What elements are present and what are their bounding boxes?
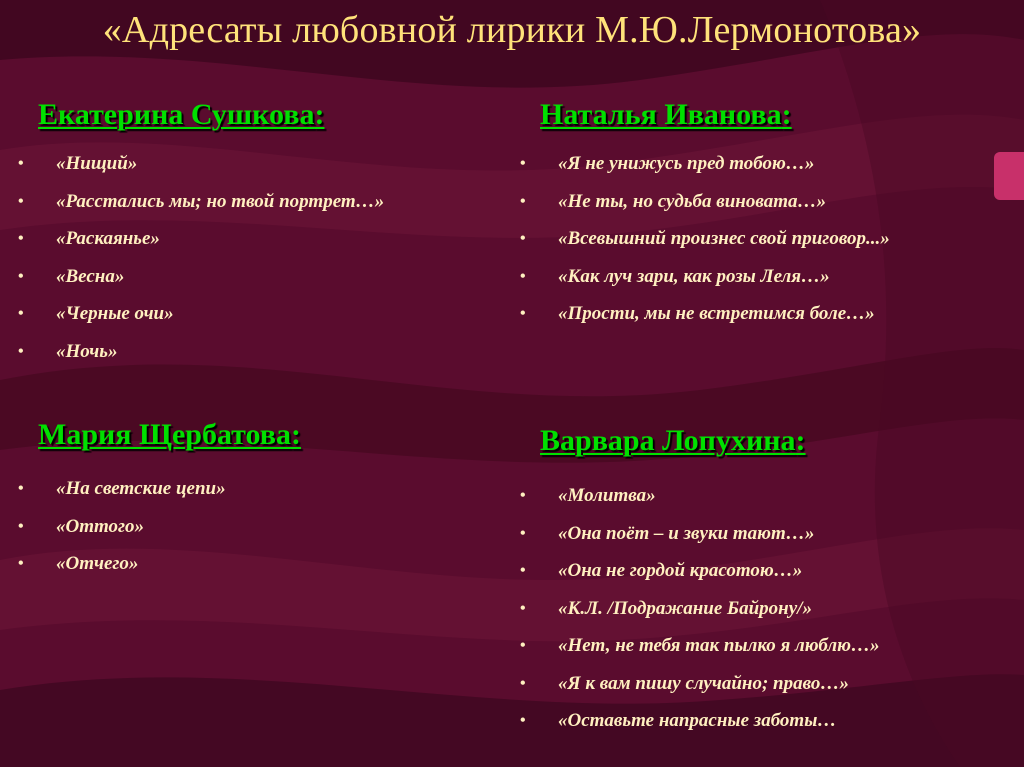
bullet-icon: • <box>520 487 526 504</box>
list-item: • «Я к вам пишу случайно; право…» <box>520 672 849 694</box>
list-item: • «Отчего» <box>18 553 139 574</box>
bullet-icon: • <box>18 230 24 247</box>
list-item: • «Оставьте напрасные заботы… <box>520 710 837 731</box>
bullet-icon: • <box>18 267 24 285</box>
bullet-icon: • <box>520 155 526 172</box>
bullet-icon: • <box>520 267 526 285</box>
list-item: • «Весна» <box>18 265 125 287</box>
list-item: • «Не ты, но судьба виновата…» <box>520 190 826 212</box>
list-item: • «К.Л. /Подражание Байрону/» <box>520 597 812 619</box>
bullet-icon: • <box>18 517 24 535</box>
bullet-icon: • <box>520 674 526 692</box>
list-item: • «Оттого» <box>18 515 145 537</box>
list-item: • «Прости, мы не встретимся боле…» <box>520 303 875 324</box>
list-item: • «Я не унижусь пред тобою…» <box>520 153 815 174</box>
bullet-icon: • <box>520 599 526 617</box>
poem-list-lopukhina <box>520 485 880 748</box>
bullet-icon: • <box>18 305 24 322</box>
bullet-icon: • <box>18 480 24 497</box>
list-item: • «Она поёт – и звуки тают…» <box>520 522 815 544</box>
list-item: • «Черные очи» <box>18 303 174 324</box>
list-item: • «Она не гордой красотою…» <box>520 560 803 581</box>
bullet-icon: • <box>520 230 526 247</box>
list-item: • «Нет, не тебя так пылко я люблю…» <box>520 635 880 656</box>
bullet-icon: • <box>520 524 526 542</box>
list-item: • «Молитва» <box>520 485 656 506</box>
list-item: • «Расстались мы; но твой портрет…» <box>18 190 385 212</box>
list-item: • «Раскаянье» <box>18 228 160 249</box>
list-item: • «Как луч зари, как розы Леля…» <box>520 265 830 287</box>
bullet-icon: • <box>520 562 526 579</box>
section-heading-sushkova: Екатерина Сушкова: <box>38 98 325 131</box>
list-item: • «Ночь» <box>18 340 118 362</box>
section-heading-lopukhina: Варвара Лопухина: <box>540 424 806 457</box>
section-heading-shcherbatova: Мария Щербатова: <box>38 418 301 451</box>
poem-list-sushkova <box>18 153 384 378</box>
decorative-ribbon <box>994 152 1024 200</box>
bullet-icon: • <box>520 637 526 654</box>
slide-title: «Адресаты любовной лирики М.Ю.Лермонотова» <box>102 9 922 51</box>
poem-list-ivanova <box>520 153 890 341</box>
list-item: • «Всевышний произнес свой приговор...» <box>520 228 890 249</box>
poem-list-shcherbatova <box>18 478 226 591</box>
bullet-icon: • <box>18 342 24 360</box>
list-item: • «На светские цепи» <box>18 478 226 499</box>
section-heading-ivanova: Наталья Иванова: <box>540 98 792 131</box>
bullet-icon: • <box>520 192 526 210</box>
bullet-icon: • <box>18 555 24 572</box>
bullet-icon: • <box>18 192 24 210</box>
bullet-icon: • <box>520 712 526 729</box>
bullet-icon: • <box>18 155 24 172</box>
bullet-icon: • <box>520 305 526 322</box>
list-item: • «Нищий» <box>18 153 138 174</box>
